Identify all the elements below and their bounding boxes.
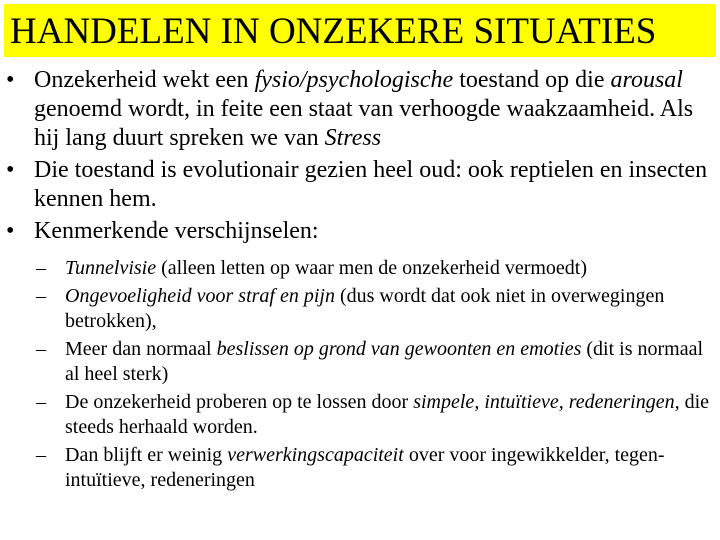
sub-bullet-item: [0, 256, 720, 281]
sub-bullet-emphasis: verwerkingscapaciteit: [227, 444, 404, 466]
dash-marker: –: [36, 338, 46, 360]
sub-bullet-emphasis: beslissen op grond van gewoonten en emoties: [216, 338, 582, 360]
dash-marker: –: [36, 444, 46, 466]
dash-marker: –: [36, 257, 46, 279]
sub-bullet-list: [0, 256, 720, 493]
sub-bullet-text: Dan blijft er weinig: [65, 444, 228, 466]
bullet-text: Kenmerkende verschijnselen:: [34, 218, 319, 244]
sub-bullet-emphasis: Ongevoeligheid voor straf en pijn: [65, 285, 335, 307]
bullet-text: Die toestand is evolutionair gezien heel oud: ook reptielen en insecten kennen hem.: [34, 157, 708, 212]
sub-bullet-text: (dus wordt dat ook niet in overwegingen betrokken),: [65, 285, 665, 332]
bullet-text: toestand op die: [453, 67, 611, 93]
bullet-text-emphasis: Stress: [324, 125, 382, 151]
sub-bullet-text: (alleen letten op waar men de onzekerheid vermoedt): [156, 257, 588, 279]
bullet-text-emphasis: fysio/psychologische: [254, 67, 454, 93]
dash-marker: –: [36, 285, 46, 307]
sub-bullet-text: (dit is normaal al heel sterk): [65, 338, 704, 385]
sub-bullet-item: [0, 284, 720, 334]
slide-content: [0, 66, 720, 496]
bullet-item: [0, 156, 720, 214]
sub-bullet-item: [0, 443, 720, 493]
dash-marker: –: [36, 391, 46, 413]
title-bar: [4, 4, 716, 57]
sub-bullet-item: [0, 390, 720, 440]
bullet-item: [0, 66, 720, 153]
bullet-text: genoemd wordt, in feite een staat van verhoogde waakzaamheid. Als hij lang duurt spreken we van: [34, 96, 694, 151]
bullet-text-emphasis: arousal: [610, 67, 683, 93]
bullet-marker: •: [6, 67, 15, 93]
sub-bullet-text: over voor ingewikkelder, tegen-intuïtieve, redeneringen: [65, 444, 665, 491]
sub-bullet-item: [0, 337, 720, 387]
bullet-text: Onzekerheid wekt een: [34, 67, 255, 93]
sub-bullet-text: die steeds herhaald worden.: [65, 391, 710, 438]
sub-bullet-emphasis: simpele, intuïtieve, redeneringen,: [413, 391, 680, 413]
sub-bullet-emphasis: Tunnelvisie: [65, 257, 157, 279]
bullet-item: [0, 217, 720, 246]
sub-bullet-text: De onzekerheid proberen op te lossen door: [65, 391, 414, 413]
bullet-marker: •: [6, 157, 15, 183]
sub-bullet-text: Meer dan normaal: [65, 338, 217, 360]
page-title: HANDELEN IN ONZEKERE SITUATIES: [10, 11, 657, 52]
bullet-marker: •: [6, 218, 15, 244]
